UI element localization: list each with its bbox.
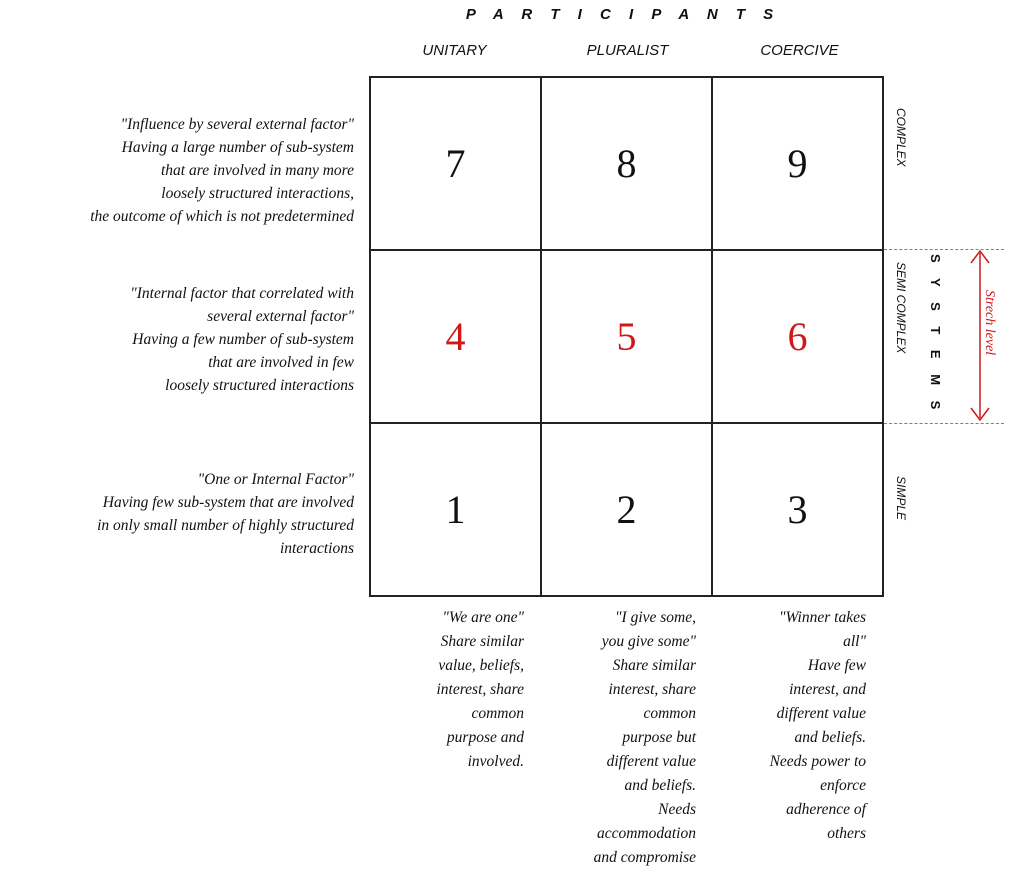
desc-line: Share similar bbox=[612, 657, 696, 674]
participants-title: P A R T I C I P A N T S bbox=[465, 6, 781, 23]
column-header-coercive: COERCIVE bbox=[760, 42, 839, 59]
desc-line: and beliefs. bbox=[624, 777, 696, 794]
desc-line: Share similar bbox=[440, 633, 524, 650]
column-header-pluralist: PLURALIST bbox=[586, 42, 669, 59]
cell-1: 1 bbox=[371, 424, 542, 597]
column-description-coercive bbox=[736, 606, 866, 846]
desc-line: loosely structured interactions bbox=[165, 377, 354, 394]
desc-line: and beliefs. bbox=[794, 729, 866, 746]
cell-6: 6 bbox=[713, 251, 884, 424]
systems-label: S Y S T E M S bbox=[928, 254, 943, 416]
desc-line: interactions bbox=[279, 540, 354, 557]
column-description-pluralist bbox=[566, 606, 696, 870]
desc-line: purpose and bbox=[446, 729, 524, 746]
desc-line: that are involved in many more bbox=[161, 162, 354, 179]
desc-line: interest, share bbox=[608, 681, 696, 698]
desc-line: "We are one" bbox=[442, 609, 524, 626]
desc-line: Having a large number of sub-system bbox=[121, 139, 354, 156]
matrix-grid bbox=[369, 76, 884, 597]
row-label-complex: COMPLEX bbox=[894, 108, 908, 167]
desc-line: Needs bbox=[658, 801, 696, 818]
desc-line: purpose but bbox=[622, 729, 696, 746]
desc-line: all" bbox=[843, 633, 866, 650]
column-description-unitary bbox=[394, 606, 524, 774]
desc-line: loosely structured interactions, bbox=[161, 185, 354, 202]
cell-8: 8 bbox=[542, 78, 713, 251]
row-label-semi-complex: SEMI COMPLEX bbox=[894, 262, 908, 354]
cell-5: 5 bbox=[542, 251, 713, 424]
row-label-simple: SIMPLE bbox=[894, 476, 908, 521]
cell-3: 3 bbox=[713, 424, 884, 597]
desc-line: "Influence by several external factor" bbox=[120, 116, 354, 133]
desc-line: Needs power to bbox=[769, 753, 866, 770]
cell-2: 2 bbox=[542, 424, 713, 597]
desc-line: the outcome of which is not predetermined bbox=[90, 208, 354, 225]
row-description-semi-complex bbox=[0, 282, 354, 397]
desc-line: involved. bbox=[467, 753, 524, 770]
desc-line: different value bbox=[606, 753, 696, 770]
desc-line: in only small number of highly structured bbox=[97, 517, 354, 534]
desc-line: Have few bbox=[807, 657, 866, 674]
desc-line: Having few sub-system that are involved bbox=[102, 494, 354, 511]
cell-9: 9 bbox=[713, 78, 884, 251]
desc-line: different value bbox=[776, 705, 866, 722]
row-description-complex bbox=[0, 113, 354, 228]
desc-line: interest, share bbox=[436, 681, 524, 698]
desc-line: common bbox=[643, 705, 696, 722]
desc-line: you give some" bbox=[601, 633, 696, 650]
desc-line: "Winner takes bbox=[778, 609, 866, 626]
desc-line: accommodation bbox=[596, 825, 696, 842]
desc-line: enforce bbox=[820, 777, 866, 794]
desc-line: others bbox=[827, 825, 866, 842]
desc-line: value, beliefs, bbox=[438, 657, 524, 674]
column-header-unitary: UNITARY bbox=[422, 42, 487, 59]
desc-line: "Internal factor that correlated with bbox=[130, 285, 354, 302]
desc-line: "One or Internal Factor" bbox=[197, 471, 354, 488]
stretch-level-label: Strech level bbox=[982, 290, 997, 356]
desc-line: and compromise bbox=[593, 849, 696, 866]
desc-line: Having a few number of sub-system bbox=[132, 331, 354, 348]
desc-line: interest, and bbox=[789, 681, 866, 698]
desc-line: "I give some, bbox=[615, 609, 696, 626]
cell-7: 7 bbox=[371, 78, 542, 251]
cell-4: 4 bbox=[371, 251, 542, 424]
desc-line: common bbox=[471, 705, 524, 722]
desc-line: adherence of bbox=[786, 801, 866, 818]
desc-line: that are involved in few bbox=[208, 354, 354, 371]
row-description-simple bbox=[0, 468, 354, 560]
desc-line: several external factor" bbox=[207, 308, 354, 325]
